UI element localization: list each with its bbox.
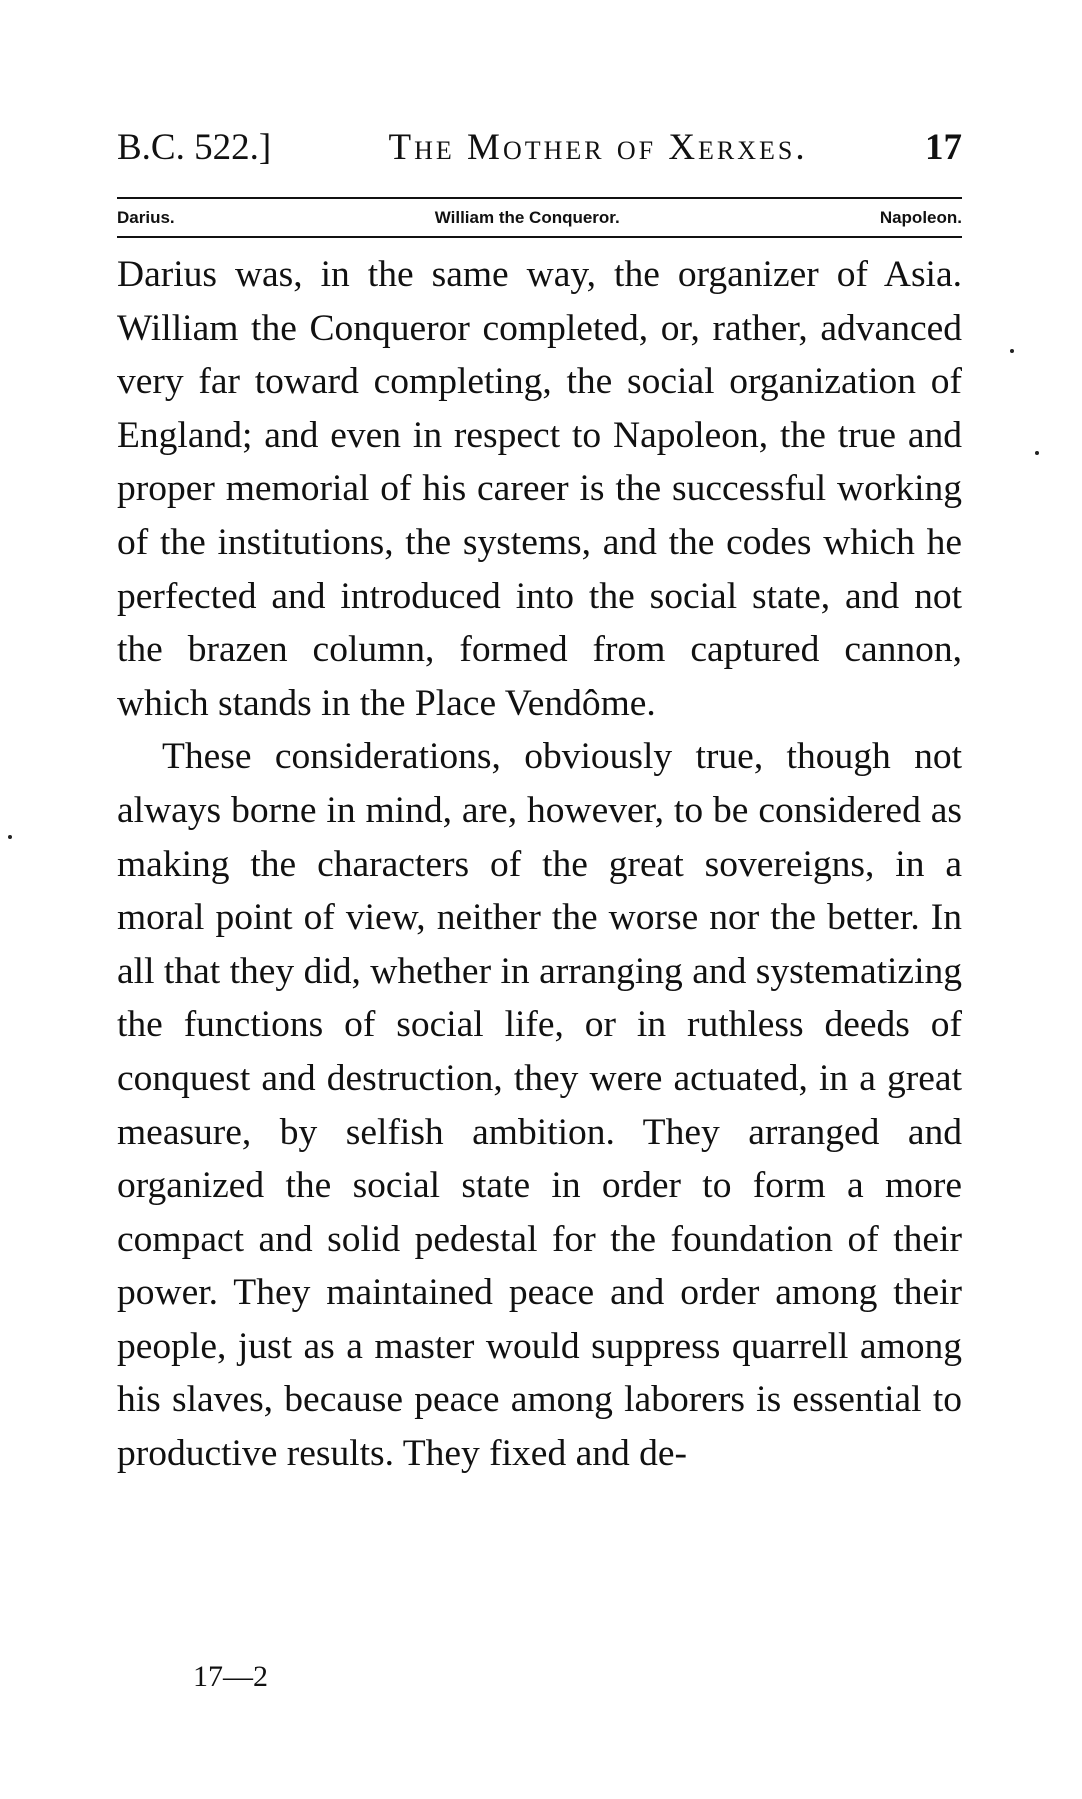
paragraph-2: These considerations, obviously true, though not always borne in mind, are, however, to be considered as making the characters of the great sovereigns, in a moral point of view, neither the worse nor the better. In all that they did, whether in arranging and systematizing the functions of social life, or in ruthless deeds of conquest and destruction, they were actuated, in a great measure, by selfish ambition. They arranged and organized the social state in order to form a more compact and solid pedestal for the foundation of their power. They maintained peace and order among their people, just as a master would suppress quarrell among his slaves, because peace among laborers is essential to productive results. They fixed and de- xyxy=(117,736,962,1475)
header-rule-bottom xyxy=(117,236,962,238)
body-text xyxy=(117,248,962,1481)
side-heading-center: William the Conqueror. xyxy=(434,208,620,227)
side-headings xyxy=(117,205,962,231)
side-heading-right: Napoleon. xyxy=(879,208,962,227)
margin-speck xyxy=(1035,451,1039,455)
paragraph-1: Darius was, in the same way, the organizer of Asia. William the Conqueror completed, or, rather, advanced very far toward completing, the social organization of England; and even in respect to Napoleon, the true and proper memorial of his career is the successful working of the institutions, the systems, and the codes which he perfected and introduced into the social state, and not the brazen column, formed from captured cannon, which stands in the Place Vendôme. xyxy=(117,254,962,724)
running-head-title: The Mother of Xerxes. xyxy=(388,127,808,168)
side-heading-left: Darius. xyxy=(117,208,175,227)
running-head xyxy=(117,126,962,180)
header-rule-top xyxy=(117,197,962,199)
signature-mark: 17—2 xyxy=(193,1660,268,1693)
running-head-date: B.C. 522.] xyxy=(117,127,272,168)
margin-speck xyxy=(8,835,12,839)
page-number: 17 xyxy=(925,127,962,168)
margin-speck xyxy=(1010,349,1014,353)
